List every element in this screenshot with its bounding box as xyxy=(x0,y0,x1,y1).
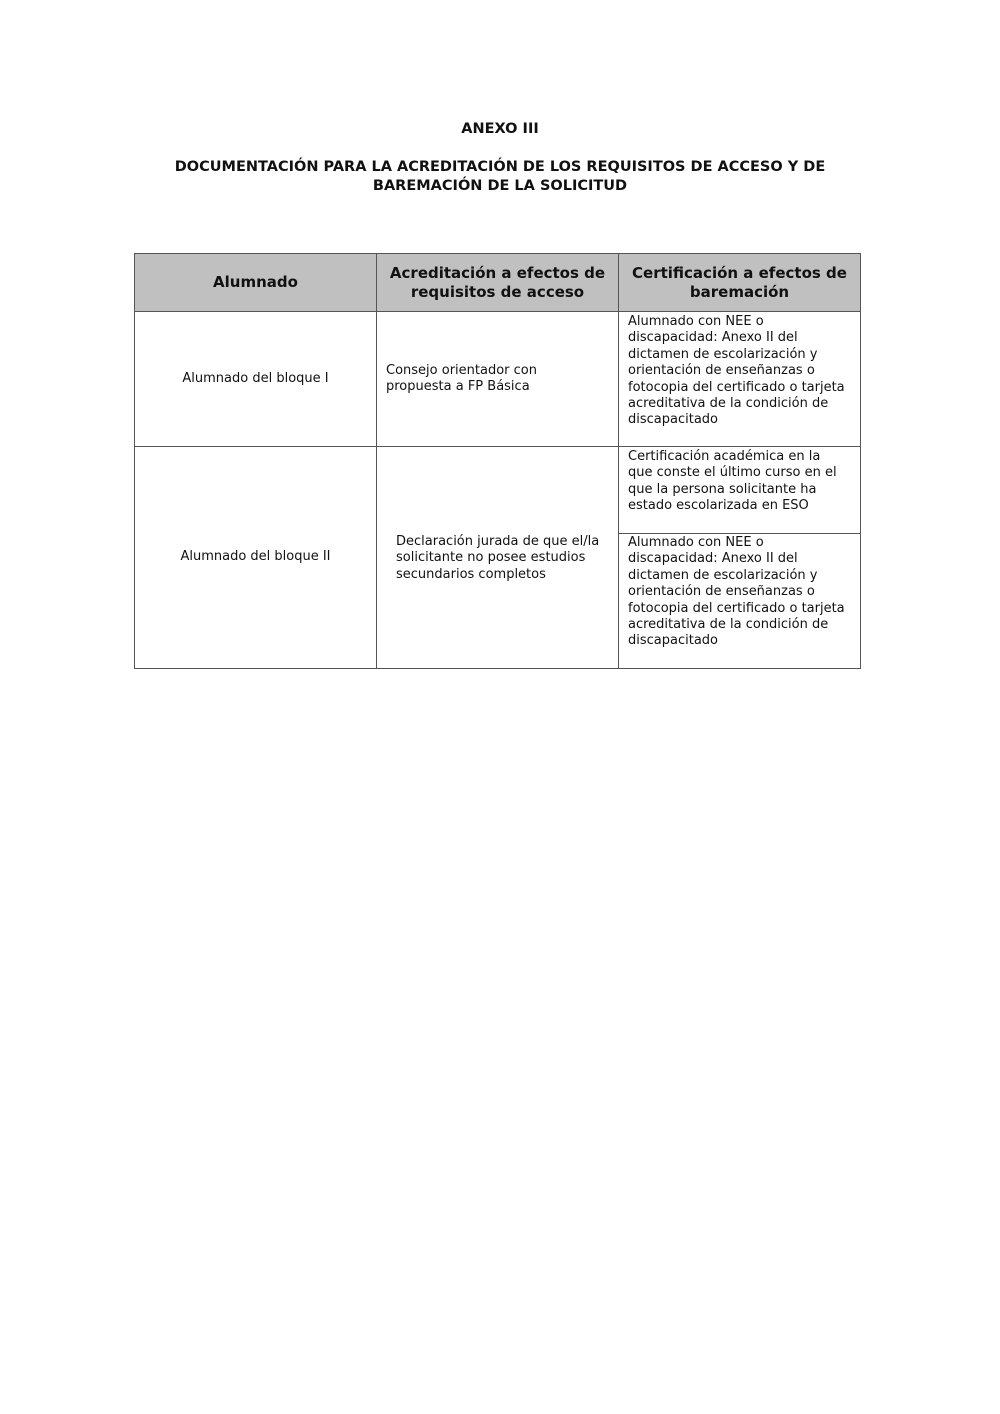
row2-acreditacion: Declaración jurada de que el/la solicitante no posee estudios secundarios completos xyxy=(376,446,619,669)
row2-certificacion-academica: Certificación académica en la que conste el último curso en el que la persona solicitante ha estado escolarizada en ESO xyxy=(618,446,861,534)
annex-title: ANEXO III xyxy=(461,121,539,137)
row2-alumnado: Alumnado del bloque II xyxy=(134,446,377,669)
header-acreditacion: Acreditación a efectos de requisitos de acceso xyxy=(376,253,619,312)
row1-certificacion: Alumnado con NEE o discapacidad: Anexo II del dictamen de escolarización y orientación de enseñanzas o fotocopia del certificado o tarjeta acreditativa de la condición de discapacitado xyxy=(618,311,861,447)
header-certificacion: Certificación a efectos de baremación xyxy=(618,253,861,312)
row1-alumnado: Alumnado del bloque I xyxy=(134,311,377,447)
row1-acreditacion: Consejo orientador con propuesta a FP Básica xyxy=(376,311,619,447)
header-alumnado: Alumnado xyxy=(134,253,377,312)
row2-certificacion-nee: Alumnado con NEE o discapacidad: Anexo II del dictamen de escolarización y orientación de enseñanzas o fotocopia del certificado o tarjeta acreditativa de la condición de discapacitado xyxy=(618,533,861,669)
document-subtitle: DOCUMENTACIÓN PARA LA ACREDITACIÓN DE LOS REQUISITOS DE ACCESO Y DE BAREMACIÓN DE LA SOLICITUD xyxy=(174,159,826,194)
